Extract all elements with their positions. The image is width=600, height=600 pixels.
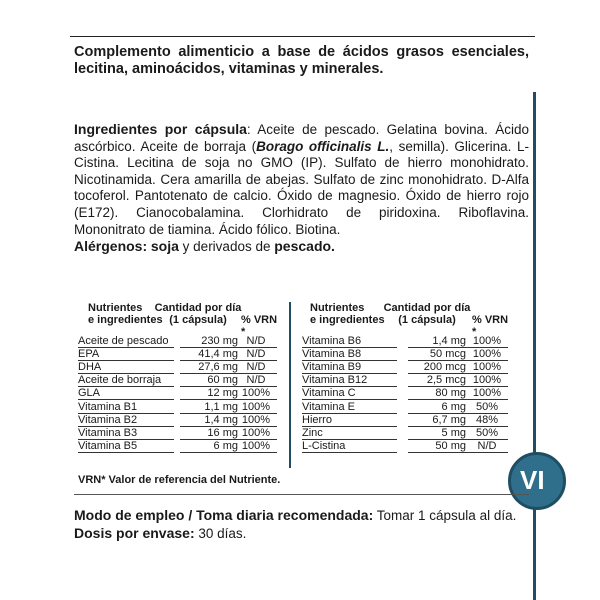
nutrient-name: Vitamina B9 bbox=[302, 361, 362, 374]
vrn-footnote: VRN* Valor de referencia del Nutriente. bbox=[78, 474, 281, 486]
nutrient-vrn: 100% bbox=[241, 439, 271, 452]
row-underline bbox=[466, 452, 508, 453]
header-vrn: % VRN * bbox=[241, 314, 278, 338]
nutrient-vrn: N/D bbox=[246, 361, 266, 374]
table-divider bbox=[289, 302, 291, 468]
nutrient-name: Hierro bbox=[302, 413, 332, 426]
table-row bbox=[78, 428, 278, 439]
nutrient-amount: 16 mg bbox=[207, 426, 238, 439]
nutrient-name: Aceite de pescado bbox=[78, 335, 169, 347]
nutrient-vrn: 100% bbox=[472, 335, 502, 347]
right-panel bbox=[536, 0, 600, 600]
nutrient-name: Vitamina B6 bbox=[302, 335, 362, 347]
allergens-label: Alérgenos: bbox=[74, 238, 148, 255]
usage-label: Modo de empleo / Toma diaria recomendada: bbox=[74, 507, 374, 523]
allergen-pescado: pescado. bbox=[274, 238, 335, 255]
nutrient-amount: 200 mcg bbox=[423, 361, 466, 374]
row-underline bbox=[180, 452, 238, 453]
table-row bbox=[78, 375, 278, 386]
allergen-soja: soja bbox=[150, 238, 179, 255]
ingredients-text-b: , semilla). Glicerina. L-Cistina. Lecitina de soja no GMO (IP). Sulfato de hierro monohidrato. Nicotinamida. Cera amarilla de abejas. Sulfato de zinc monohidrato. D-Alfa tocoferol. Pantotenato de calcio. Óxido de magnesio. Óxido de hierro rojo (E172). Cianocobalamina. Clorhidrato de piridoxina. Riboflavina. Mononitrato de tiamina. Ácido fólico. Biotina. bbox=[74, 138, 529, 237]
nutrient-vrn: N/D bbox=[246, 374, 266, 387]
header-amount-line1: Cantidad por día bbox=[154, 302, 242, 314]
allergen-connector: y derivados de bbox=[182, 239, 271, 255]
nutrient-amount: 1,4 mg bbox=[204, 413, 238, 426]
nutrient-amount: 6 mg bbox=[441, 400, 466, 413]
dose-text: 30 días. bbox=[198, 525, 247, 541]
nutrient-amount: 41,4 mg bbox=[198, 348, 238, 361]
nutrient-vrn: 50% bbox=[475, 426, 499, 439]
table-row bbox=[78, 388, 278, 399]
nutrient-amount: 80 mg bbox=[435, 387, 466, 400]
table-row bbox=[78, 402, 278, 413]
nutrient-amount: 6,7 mg bbox=[432, 413, 466, 426]
nutrient-vrn: N/D bbox=[246, 348, 266, 361]
row-underline bbox=[408, 452, 466, 453]
header-amount-line1: Cantidad por día bbox=[383, 302, 471, 314]
nutrient-vrn: 100% bbox=[472, 361, 502, 374]
nutrient-vrn: 100% bbox=[241, 426, 271, 439]
nutrient-name: Vitamina B12 bbox=[302, 374, 368, 387]
nutrient-amount: 50 mcg bbox=[429, 348, 466, 361]
top-rule bbox=[70, 36, 535, 37]
header-nutrients-line2: e ingredientes bbox=[88, 314, 163, 326]
nutrient-name: L-Cistina bbox=[302, 439, 346, 452]
header-vrn: % VRN * bbox=[472, 314, 509, 338]
header-nutrients-line1: Nutrientes bbox=[88, 302, 143, 314]
table-row bbox=[78, 336, 278, 347]
brand-badge-logo bbox=[508, 452, 566, 510]
nutrient-vrn: N/D bbox=[477, 439, 497, 452]
product-description: Complemento alimenticio a base de ácidos grasos esenciales, lecitina, aminoácidos, vitaminas y minerales. bbox=[74, 44, 529, 77]
nutrient-name: Vitamina B5 bbox=[78, 439, 138, 452]
table-row bbox=[302, 349, 512, 360]
nutrient-amount: 5 mg bbox=[441, 426, 466, 439]
row-underline bbox=[302, 452, 397, 453]
nutrient-vrn: 100% bbox=[241, 400, 271, 413]
header-nutrients bbox=[310, 302, 385, 326]
nutrient-vrn: 50% bbox=[475, 400, 499, 413]
header-amount-line2: (1 cápsula) bbox=[398, 314, 456, 326]
table-row bbox=[78, 441, 278, 452]
nutrient-name: DHA bbox=[78, 361, 102, 374]
ingredients-text-a: : Aceite de pescado. Gelatina bovina. Ácido ascórbico. Aceite de borraja ( bbox=[74, 122, 529, 154]
ingredients-heading: Ingredientes por cápsula bbox=[74, 121, 247, 137]
dose-label: Dosis por envase: bbox=[74, 524, 195, 541]
nutrient-amount: 2,5 mcg bbox=[426, 374, 466, 387]
table-row bbox=[302, 336, 512, 347]
table-row bbox=[302, 415, 512, 426]
nutrient-amount: 1,4 mg bbox=[432, 335, 466, 347]
table-row bbox=[302, 441, 512, 452]
table-row bbox=[78, 415, 278, 426]
nutrient-amount: 60 mg bbox=[207, 374, 238, 387]
nutrient-name: EPA bbox=[78, 348, 100, 361]
header-amount bbox=[382, 302, 472, 326]
nutrient-name: Vitamina B8 bbox=[302, 348, 362, 361]
nutrient-amount: 230 mg bbox=[201, 335, 238, 347]
nutrient-vrn: 100% bbox=[472, 374, 502, 387]
table-row bbox=[302, 402, 512, 413]
header-nutrients-line2: e ingredientes bbox=[310, 314, 385, 326]
ingredients-latin-name: Borago officinalis L. bbox=[256, 138, 390, 154]
header-nutrients-line1: Nutrientes bbox=[310, 302, 365, 314]
nutrient-amount: 50 mg bbox=[435, 439, 466, 452]
header-nutrients bbox=[88, 302, 163, 326]
row-underline bbox=[235, 452, 277, 453]
nutrient-amount: 1,1 mg bbox=[204, 400, 238, 413]
nutrient-vrn: 100% bbox=[472, 348, 502, 361]
table-row bbox=[302, 388, 512, 399]
table-row bbox=[78, 349, 278, 360]
nutrient-amount: 12 mg bbox=[207, 387, 238, 400]
ingredients-block bbox=[74, 121, 529, 256]
nutrient-vrn: N/D bbox=[246, 335, 266, 347]
nutrient-name: Aceite de borraja bbox=[78, 374, 162, 387]
nutrient-amount: 27,6 mg bbox=[198, 361, 238, 374]
nutrient-vrn: 100% bbox=[241, 387, 271, 400]
nutrient-vrn: 100% bbox=[241, 413, 271, 426]
right-accent-stripe bbox=[533, 92, 536, 600]
badge-text: VI bbox=[520, 465, 545, 495]
nutrient-name: Vitamina C bbox=[302, 387, 356, 400]
table-row bbox=[78, 362, 278, 373]
nutrient-vrn: 100% bbox=[472, 387, 502, 400]
section-separator bbox=[74, 494, 529, 495]
nutrient-name: Vitamina E bbox=[302, 400, 355, 413]
nutrient-name: Vitamina B2 bbox=[78, 413, 138, 426]
table-row bbox=[302, 375, 512, 386]
nutrient-name: Vitamina B3 bbox=[78, 426, 138, 439]
nutrient-amount: 6 mg bbox=[213, 439, 238, 452]
usage-text: Tomar 1 cápsula al día. bbox=[376, 508, 517, 523]
nutrient-name: Vitamina B1 bbox=[78, 400, 138, 413]
header-amount bbox=[153, 302, 243, 326]
usage-block bbox=[74, 507, 529, 542]
nutrient-name: Zinc bbox=[302, 426, 323, 439]
row-underline bbox=[78, 452, 174, 453]
table-row bbox=[302, 428, 512, 439]
nutrient-name: GLA bbox=[78, 387, 101, 400]
table-row bbox=[302, 362, 512, 373]
nutrient-vrn: 48% bbox=[475, 413, 499, 426]
header-amount-line2: (1 cápsula) bbox=[169, 314, 227, 326]
